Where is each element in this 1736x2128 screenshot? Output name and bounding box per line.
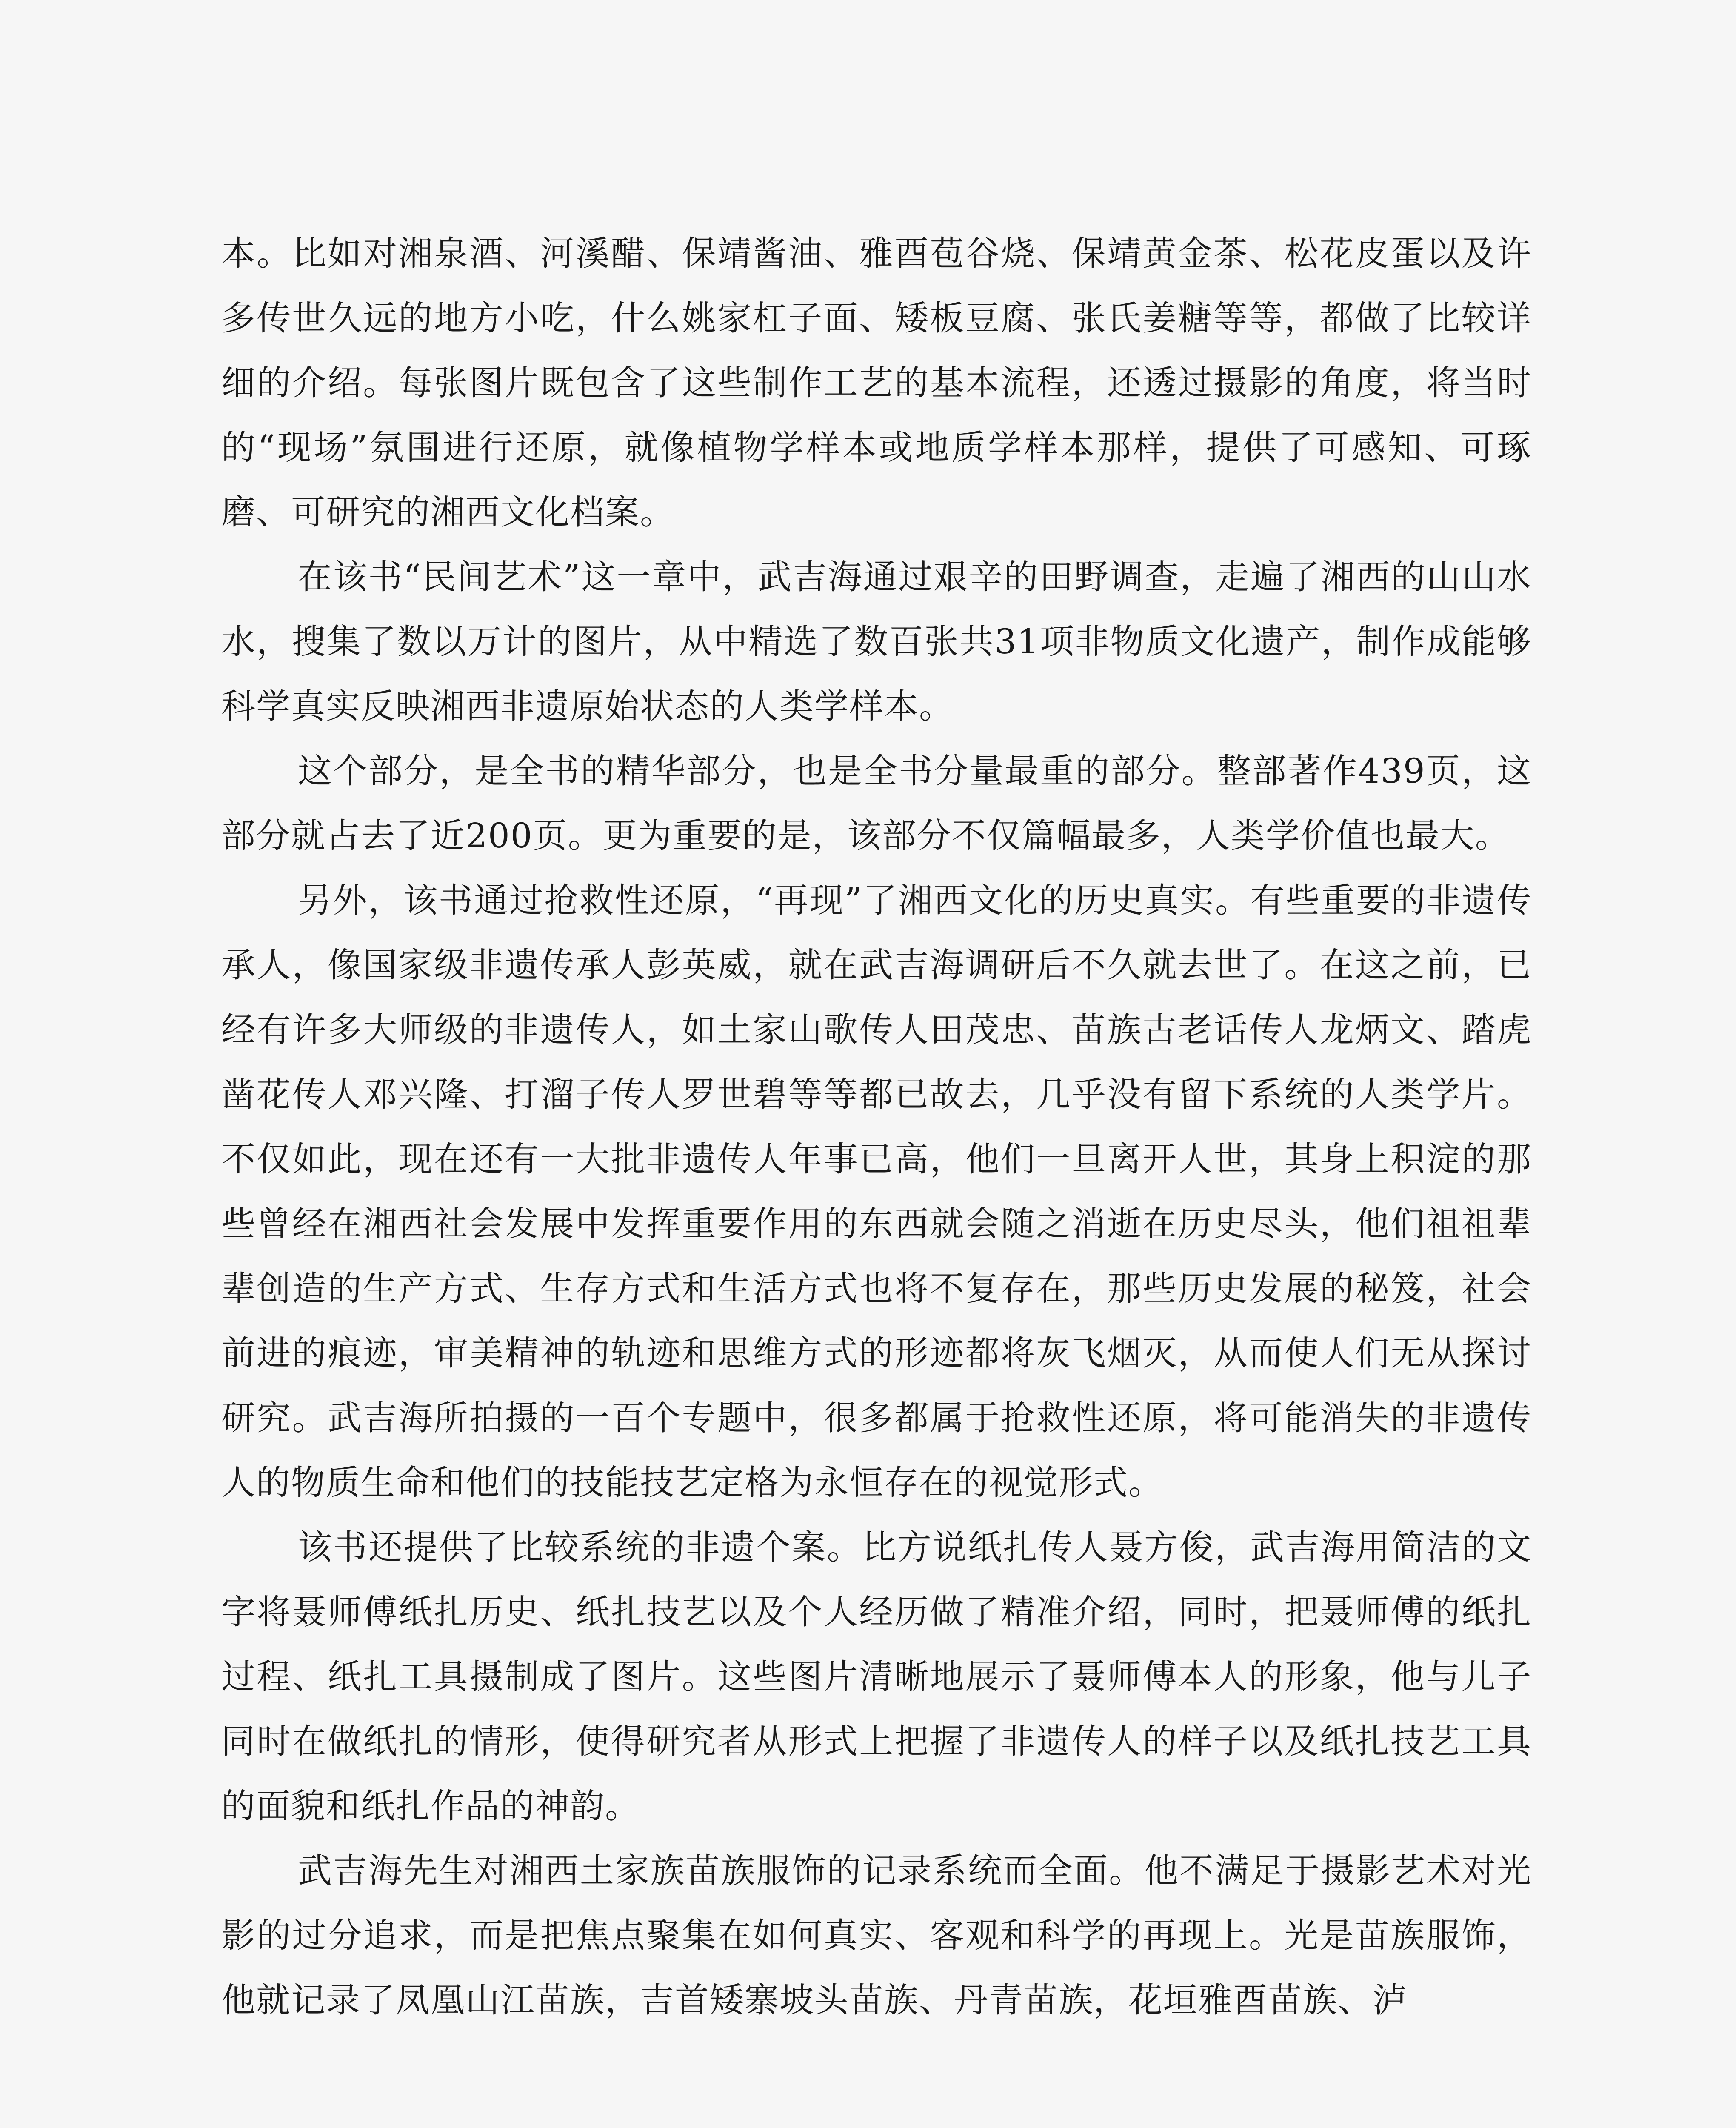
paragraph-folk-art: 在该书“民间艺术”这一章中，武吉海通过艰辛的田野调查，走遍了湘西的山山水水，搜集了数以万计的图片，从中精选了数百张共31项非物质文化遗产，制作成能够科学真实反映湘西非遗原始状态的人类学样本。 bbox=[221, 557, 1532, 726]
body-text bbox=[221, 221, 1532, 2033]
paragraph-continued: 本。比如对湘泉酒、河溪醋、保靖酱油、雅酉苞谷烧、保靖黄金茶、松花皮蛋以及许多传世久远的地方小吃，什么姚家杠子面、矮板豆腐、张氏姜糖等等，都做了比较详细的介绍。每张图片既包含了这些制作工艺的基本流程，还透过摄影的角度，将当时的“现场”氛围进行还原，就像植物学样本或地质学样本那样，提供了可感知、可琢磨、可研究的湘西文化档案。 bbox=[221, 234, 1532, 532]
paragraph-rescue: 另外，该书通过抢救性还原，“再现”了湘西文化的历史真实。有些重要的非遗传承人，像国家级非遗传承人彭英威，就在武吉海调研后不久就去世了。在这之前，已经有许多大师级的非遗传人，如土家山歌传人田茂忠、苗族古老话传人龙炳文、踏虎凿花传人邓兴隆、打溜子传人罗世碧等等都已故去，几乎没有留下系统的人类学片。不仅如此，现在还有一大批非遗传人年事已高，他们一旦离开人世，其身上积淀的那些曾经在湘西社会发展中发挥重要作用的东西就会随之消逝在历史尽头，他们祖祖辈辈创造的生产方式、生存方式和生活方式也将不复存在，那些历史发展的秘笈，社会前进的痕迹，审美精神的轨迹和思维方式的形迹都将灰飞烟灭，从而使人们无从探讨研究。武吉海所拍摄的一百个专题中，很多都属于抢救性还原，将可能消失的非遗传人的物质生命和他们的技能技艺定格为永恒存在的视觉形式。 bbox=[221, 881, 1532, 1502]
paragraph-case-study: 该书还提供了比较系统的非遗个案。比方说纸扎传人聂方俊，武吉海用简洁的文字将聂师傅纸扎历史、纸扎技艺以及个人经历做了精准介绍，同时，把聂师傅的纸扎过程、纸扎工具摄制成了图片。这些图片清晰地展示了聂师傅本人的形象，他与儿子同时在做纸扎的情形，使得研究者从形式上把握了非遗传人的样子以及纸扎技艺工具的面貌和纸扎作品的神韵。 bbox=[221, 1527, 1532, 1826]
paragraph-essence: 这个部分，是全书的精华部分，也是全书分量最重的部分。整部著作439页，这部分就占去了近200页。更为重要的是，该部分不仅篇幅最多，人类学价值也最大。 bbox=[221, 751, 1532, 855]
paragraph-costume: 武吉海先生对湘西土家族苗族服饰的记录系统而全面。他不满足于摄影艺术对光影的过分追求，而是把焦点聚集在如何真实、客观和科学的再现上。光是苗族服饰，他就记录了凤凰山江苗族，吉首矮寨坡头苗族、丹青苗族，花垣雅酉苗族、泸 bbox=[221, 1851, 1532, 2020]
